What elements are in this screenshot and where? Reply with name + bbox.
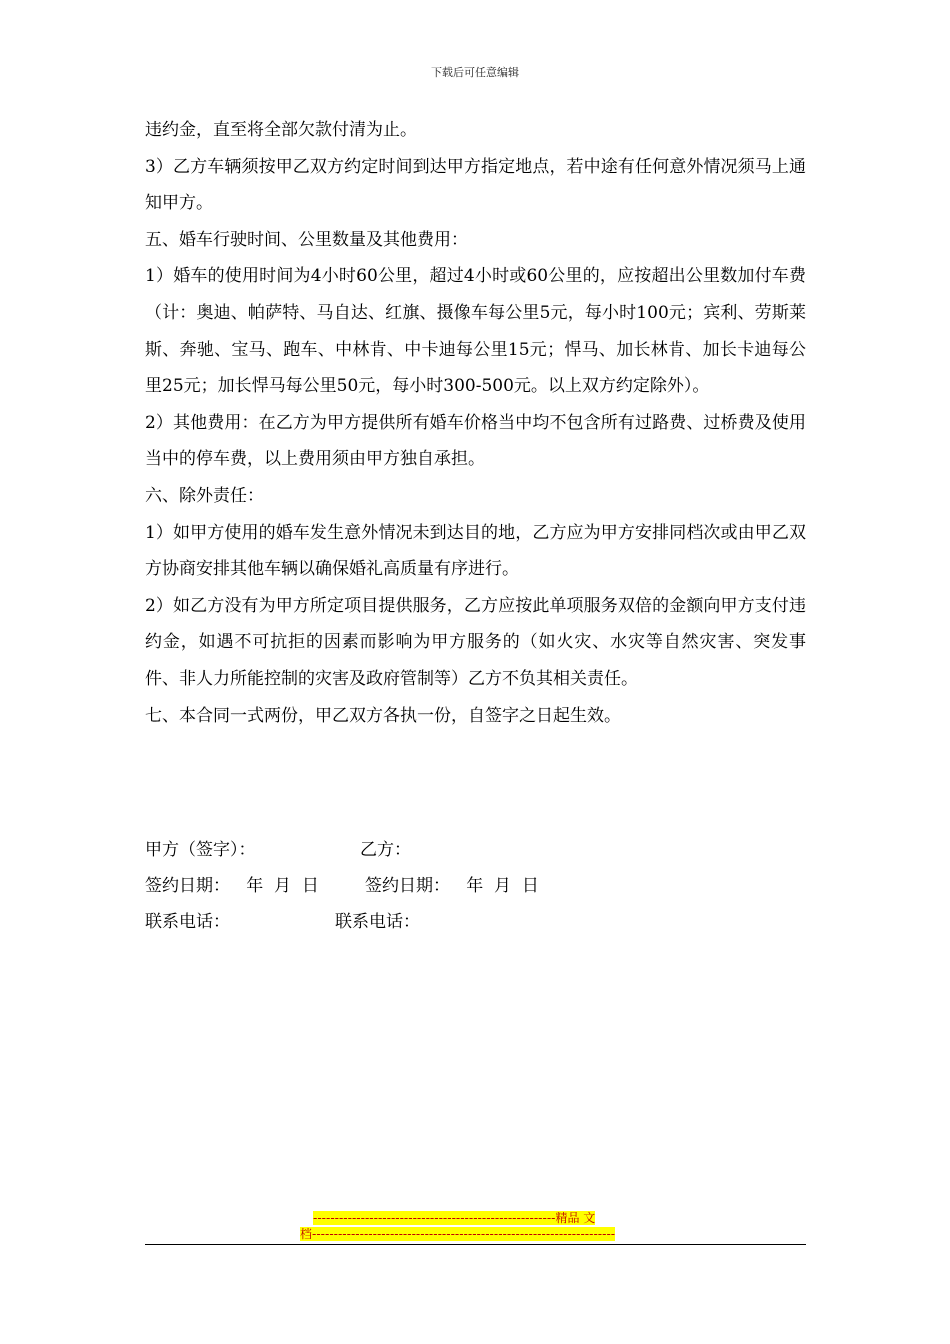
section-heading-time-mileage-fees: 五、婚车行驶时间、公里数量及其他费用：: [145, 229, 468, 250]
party-a-date-label: 签约日期： 年 月 日: [145, 876, 319, 896]
party-a-phone-label: 联系电话：: [145, 912, 230, 932]
footer-banner-line1: --------------------------------------------------------精品 文: [313, 1211, 596, 1225]
party-b-date-label: 签约日期： 年 月 日: [365, 876, 539, 896]
paragraph-other-fees: 2）其他费用：在乙方为甲方提供所有婚车价格当中均不包含所有过路费、过桥费及使用当中的停车费，以上费用须由甲方独自承担。: [145, 412, 806, 470]
section-heading-exclusions: 六、除外责任：: [145, 485, 264, 506]
footer-banner: [300, 1210, 650, 1242]
signature-row-date: [145, 868, 806, 904]
section-heading-contract-copies: 七、本合同一式两份，甲乙双方各执一份，自签字之日起生效。: [145, 705, 621, 726]
page-header-note: 下载后可任意编辑: [431, 66, 519, 79]
paragraph-service-failure-penalty: 2）如乙方没有为甲方所定项目提供服务，乙方应按此单项服务双倍的金额向甲方支付违约金，如遇不可抗拒的因素而影响为甲方服务的（如火灾、水灾等自然灾害、突发事件、非人力所能控制的灾害及政府管制等）乙方不负其相关责任。: [145, 595, 806, 689]
paragraph-vehicle-arrival: 3）乙方车辆须按甲乙双方约定时间到达甲方指定地点，若中途有任何意外情况须马上通知甲方。: [145, 156, 806, 214]
paragraph-penalty-continuation: 违约金，直至将全部欠款付清为止。: [145, 120, 417, 140]
contract-body: [145, 112, 806, 734]
signature-row-sign: [145, 832, 806, 868]
signature-row-phone: [145, 904, 806, 940]
signature-block: [145, 832, 806, 940]
paragraph-accident-replacement: 1）如甲方使用的婚车发生意外情况未到达目的地，乙方应为甲方安排同档次或由甲乙双方协商安排其他车辆以确保婚礼高质量有序进行。: [145, 522, 806, 580]
party-b-phone-label: 联系电话：: [335, 912, 420, 932]
footer-banner-line2: 档----------------------------------------------------------------------: [300, 1227, 616, 1241]
paragraph-usage-time-rates: 1）婚车的使用时间为4小时60公里，超过4小时或60公里的，应按超出公里数加付车费（计：奥迪、帕萨特、马自达、红旗、摄像车每公里5元，每小时100元；宾利、劳斯莱斯、奔驰、宝马、跑车、中林肯、中卡迪每公里15元；悍马、加长林肯、加长卡迪每公里25元；加长悍马每公里50元，每小时300-500元。以上双方约定除外）。: [145, 266, 806, 397]
footer-divider: [145, 1244, 806, 1245]
party-b-sign-label: 乙方：: [360, 840, 411, 860]
party-a-sign-label: 甲方（签字）：: [145, 840, 256, 860]
